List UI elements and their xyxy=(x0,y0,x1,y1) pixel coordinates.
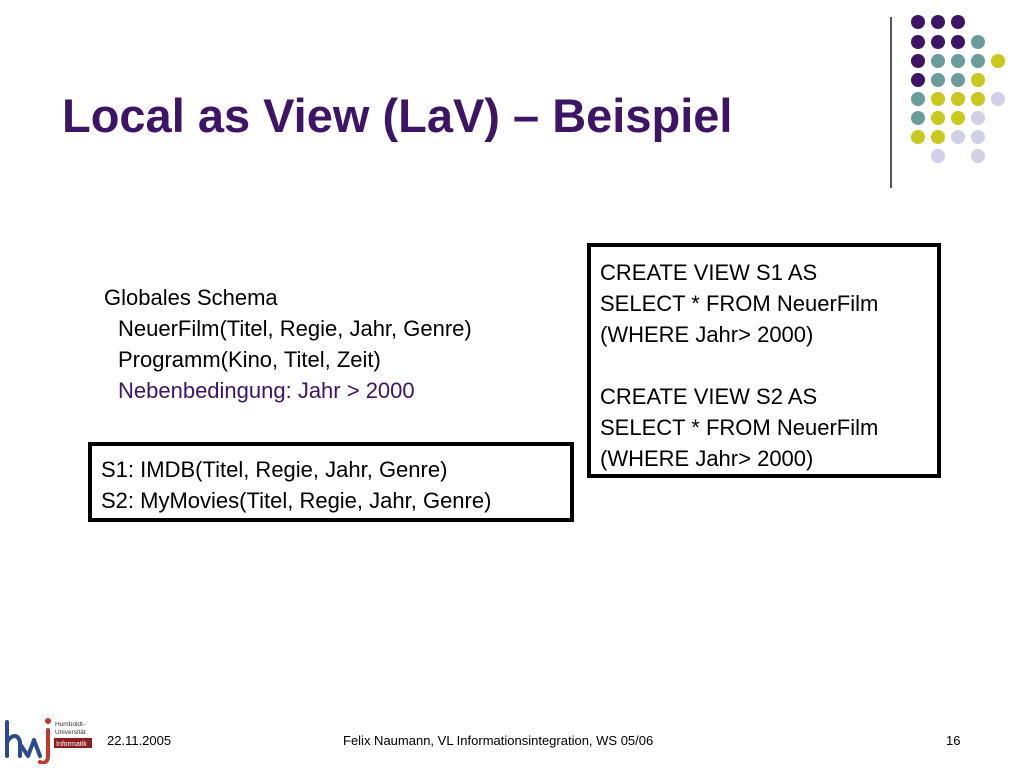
footer-date: 22.11.2005 xyxy=(107,733,172,748)
schema-line-neuerfilm: NeuerFilm(Titel, Regie, Jahr, Genre) xyxy=(118,316,472,341)
view-s2-line-3: (WHERE Jahr> 2000) xyxy=(600,446,814,471)
decorative-dot xyxy=(971,130,985,144)
decorative-dot xyxy=(911,54,925,68)
hu-logo-icon xyxy=(4,712,94,764)
decorative-dot xyxy=(951,15,965,29)
decorative-dot xyxy=(931,73,945,87)
decorative-dot xyxy=(911,73,925,87)
decorative-dot xyxy=(971,35,985,49)
view-s2-line-2: SELECT * FROM NeuerFilm xyxy=(600,415,879,440)
decorative-dot xyxy=(911,35,925,49)
footer-page-number: 16 xyxy=(946,733,961,748)
view-s1-line-1: CREATE VIEW S1 AS xyxy=(600,260,818,285)
view-s2-line-1: CREATE VIEW S2 AS xyxy=(600,384,818,409)
decorative-dot xyxy=(931,149,945,163)
slide-title: Local as View (LaV) – Beispiel xyxy=(62,89,733,142)
schema-constraint: Nebenbedingung: Jahr > 2000 xyxy=(118,378,415,403)
logo-text-line-2: Universität xyxy=(55,729,86,736)
logo-text-line-3: Informatik xyxy=(56,741,87,748)
decorative-dot xyxy=(951,73,965,87)
decorative-dot xyxy=(991,54,1005,68)
decorative-dot xyxy=(931,15,945,29)
source-s1: S1: IMDB(Titel, Regie, Jahr, Genre) xyxy=(101,457,448,482)
decorative-dot xyxy=(971,149,985,163)
decorative-dot xyxy=(931,92,945,106)
decorative-dot xyxy=(951,35,965,49)
schema-line-programm: Programm(Kino, Titel, Zeit) xyxy=(118,347,381,372)
decorative-dot xyxy=(931,130,945,144)
decorative-dot xyxy=(971,73,985,87)
decorative-dot xyxy=(951,54,965,68)
decorative-dot xyxy=(991,92,1005,106)
decorative-dot xyxy=(951,92,965,106)
source-s2: S2: MyMovies(Titel, Regie, Jahr, Genre) xyxy=(101,488,492,513)
decorative-dot-grid xyxy=(0,0,1024,200)
decorative-dot xyxy=(931,35,945,49)
university-logo xyxy=(4,712,94,764)
decorative-dot xyxy=(971,92,985,106)
view-spacer xyxy=(600,350,937,381)
sources-box xyxy=(88,442,574,522)
decorative-dot xyxy=(931,54,945,68)
logo-text-line-1: Humboldt- xyxy=(55,721,85,728)
decorative-dot xyxy=(911,130,925,144)
decorative-dot xyxy=(951,111,965,125)
title-divider-line xyxy=(890,17,892,188)
views-box xyxy=(587,243,941,478)
decorative-dot xyxy=(971,111,985,125)
decorative-dot xyxy=(911,111,925,125)
decorative-dot xyxy=(971,54,985,68)
decorative-dot xyxy=(931,111,945,125)
footer-credit: Felix Naumann, VL Informationsintegration, WS 05/06 xyxy=(343,733,654,748)
decorative-dot xyxy=(911,92,925,106)
global-schema-block xyxy=(104,282,472,406)
view-s1-line-2: SELECT * FROM NeuerFilm xyxy=(600,291,879,316)
decorative-dot xyxy=(911,15,925,29)
view-s1-line-3: (WHERE Jahr> 2000) xyxy=(600,322,814,347)
schema-heading: Globales Schema xyxy=(104,285,278,310)
decorative-dot xyxy=(951,130,965,144)
